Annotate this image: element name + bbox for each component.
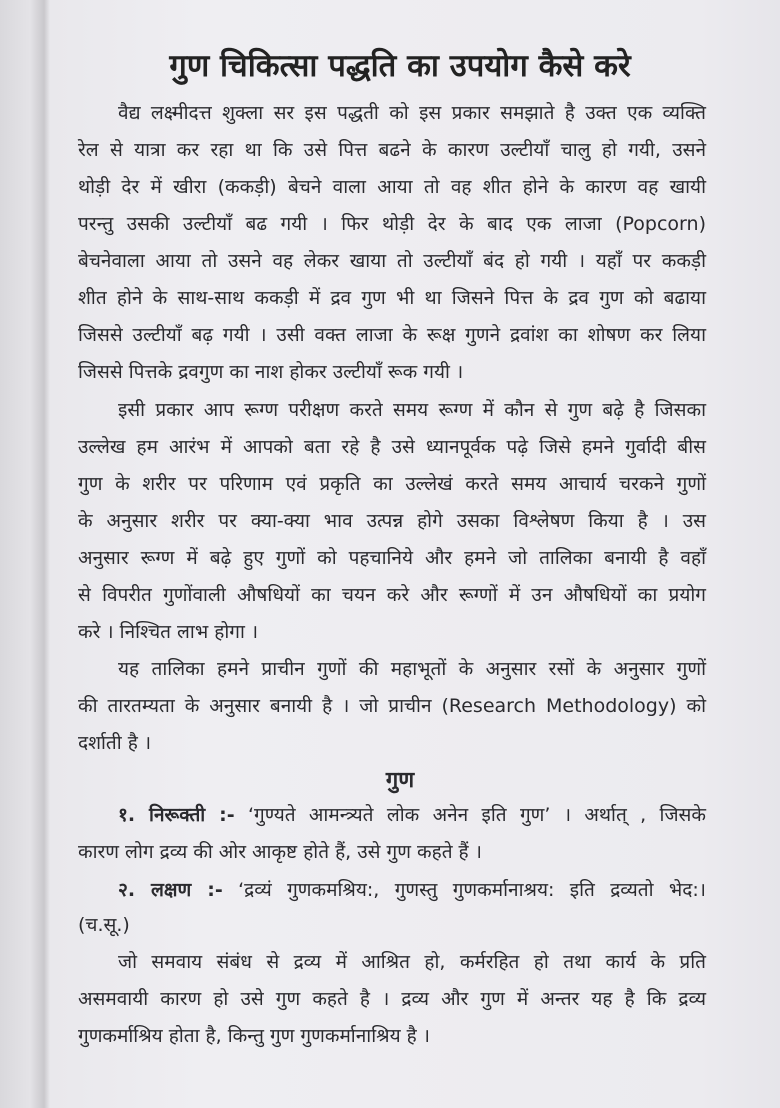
paragraph-line: अनुसार रूग्ण में बढ़े हुए गुणों को पहचानिये और हमने जो तालिका बनायी है वहाँ (78, 547, 706, 569)
paragraph-line: की तारतम्यता के अनुसार बनायी है । जो प्राचीन (Research Methodology) को (78, 695, 706, 717)
section-heading: गुण (385, 768, 415, 793)
paragraph-line: से विपरीत गुणोंवाली औषधियों का चयन करे और रूग्णों में उन औषधियों का प्रयोग (78, 584, 706, 606)
paragraph-line: कारण लोग द्रव्य की ओर आकृष्ट होते हैं, उसे गुण कहते हैं । (78, 841, 482, 863)
item-niruktti (118, 803, 706, 827)
paragraph-line: इसी प्रकार आप रूग्ण परीक्षण करते समय रूग्ण में कौन से गुण बढ़े है जिसका (118, 399, 706, 421)
paragraph-line: उल्लेख हम आरंभ में आपको बता रहे है उसे ध्यानपूर्वक पढ़े जिसे हमने गुर्वादी बीस (78, 436, 706, 458)
paragraph-line: करे । निश्चित लाभ होगा । (78, 621, 259, 643)
paragraph-line: जिससे पित्तके द्रवगुण का नाश होकर उल्टीयाँ रूक गयी । (78, 361, 464, 383)
item-text: ‘गुण्यते आमन्त्र्यते लोक अनेन इति गुण’ । अर्थात् , जिसके (247, 804, 706, 826)
item-text: ‘द्रव्यं गुणकमश्रिय:, गुणस्तु गुणकर्मानाश्रय: इति द्रव्यतो भेद:। (238, 879, 706, 901)
paragraph-line: असमवायी कारण हो उसे गुण कहते है । द्रव्य और गुण में अन्तर यह है कि द्रव्य (78, 988, 706, 1010)
item-label: १. निरूक्ती :- (118, 804, 235, 826)
paragraph-line: शीत होने के साथ-साथ ककड़ी में द्रव गुण भी था जिसने पित्त के द्रव गुण को बढाया (78, 287, 706, 309)
paragraph-line: थोड़ी देर में खीरा (ककड़ी) बेचने वाला आया तो वह शीत होने के कारण वह खायी (78, 176, 706, 198)
paragraph-line: जिससे उल्टीयाँ बढ़ गयी । उसी वक्त लाजा के रूक्ष गुणने द्रवांश का शोषण कर लिया (78, 324, 706, 346)
paragraph-line: दर्शाती है । (78, 732, 152, 754)
paragraph-line: वैद्य लक्ष्मीदत्त शुक्ला सर इस पद्धती को इस प्रकार समझाते है उक्त एक व्यक्ति (118, 102, 706, 124)
paragraph-line: के अनुसार शरीर पर क्या-क्या भाव उत्पन्न होगे उसका विश्लेषण किया है । उस (78, 510, 706, 532)
paragraph-line: गुणकर्माश्रिय होता है, किन्तु गुण गुणकर्मानाश्रिय है । (78, 1025, 430, 1047)
paragraph-line: बेचनेवाला आया तो उसने वह लेकर खाया तो उल्टीयाँ बंद हो गयी । यहाँ पर ककड़ी (78, 250, 706, 272)
item-lakshan (118, 878, 706, 902)
item-label: २. लक्षण :- (118, 879, 223, 901)
paragraph-line: रेल से यात्रा कर रहा था कि उसे पित्त बढने के कारण उल्टीयाँ चालु हो गयी, उसने (78, 139, 706, 161)
page-title: गुण चिकित्सा पद्धति का उपयोग कैसे करे (169, 48, 631, 84)
paragraph-line: परन्तु उसकी उल्टीयाँ बढ गयी । फिर थोड़ी देर के बाद एक लाजा (Popcorn) (78, 213, 706, 235)
paragraph-line: (च.सू.) (78, 914, 130, 936)
paragraph-line: गुण के शरीर पर परिणाम एवं प्रकृति का उल्लेखं करते समय आचार्य चरकने गुणों (78, 473, 706, 495)
paragraph-line: यह तालिका हमने प्राचीन गुणों की महाभूतों के अनुसार रसों के अनुसार गुणों (118, 658, 706, 680)
paragraph-line: जो समवाय संबंध से द्रव्य में आश्रित हो, कर्मरहित हो तथा कार्य के प्रति (118, 951, 706, 973)
